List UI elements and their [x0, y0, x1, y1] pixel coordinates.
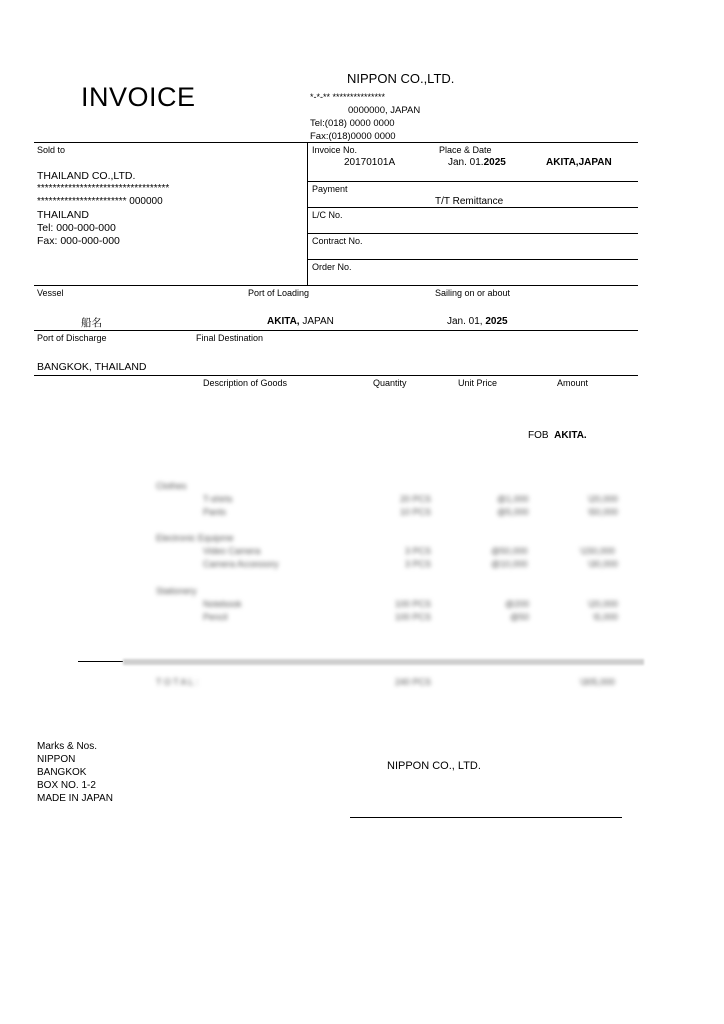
marks-line: BOX NO. 1-2: [37, 780, 96, 791]
signature-line: [350, 817, 622, 818]
trade-terms-prefix: FOB: [528, 430, 549, 441]
total-qty: 240 PCS: [395, 677, 432, 687]
port-of-loading-city: AKITA,: [267, 316, 300, 327]
item-amount: \50,000: [588, 507, 619, 517]
col-unit-price: Unit Price: [458, 378, 498, 388]
invoice-date-year: 2025: [483, 157, 506, 168]
seller-address-line2: 0000000, JAPAN: [348, 105, 421, 116]
vessel-label: Vessel: [37, 288, 64, 298]
divider: [307, 233, 638, 234]
marks-label: Marks & Nos.: [37, 741, 98, 752]
port-of-loading-country: JAPAN: [299, 316, 334, 327]
sold-to-address-line2: *********************** 000000: [37, 196, 163, 207]
trade-terms: [528, 430, 587, 441]
seller-address-line1: *-*-** ***************: [310, 92, 386, 102]
total-label: T O T A L :: [156, 677, 199, 687]
seller-fax: Fax:(018)0000 0000: [310, 131, 396, 142]
port-of-discharge-label: Port of Discharge: [37, 333, 107, 343]
invoice-title: INVOICE: [81, 82, 196, 112]
item-amount: \150,000: [580, 546, 616, 556]
col-amount: Amount: [557, 378, 589, 388]
divider: [34, 285, 638, 286]
item-category: Clothes: [156, 481, 187, 491]
divider: [34, 375, 638, 376]
item-price: @50: [510, 612, 530, 622]
invoice-no-label: Invoice No.: [312, 145, 358, 155]
place-date-label: Place & Date: [439, 145, 492, 155]
item-price: @1,000: [497, 494, 529, 504]
marks-line: MADE IN JAPAN: [37, 793, 113, 804]
invoice-no-value: 20170101A: [344, 157, 396, 168]
final-destination-label: Final Destination: [196, 333, 264, 343]
signature-company: NIPPON CO., LTD.: [387, 760, 481, 772]
total-amount: \305,000: [580, 677, 616, 687]
item-amount: \20,000: [588, 494, 619, 504]
trade-terms-port: AKITA.: [554, 430, 587, 441]
divider: [307, 207, 638, 208]
sold-to-address-line1: **********************************: [37, 183, 170, 194]
lc-no-label: L/C No.: [312, 210, 343, 220]
invoice-place: AKITA,JAPAN: [546, 157, 612, 168]
divider: [307, 259, 638, 260]
sailing-date: [447, 316, 508, 327]
invoice-date: [448, 157, 506, 168]
total-divider-shaded: [123, 659, 644, 665]
sold-to-fax: Fax: 000-000-000: [37, 235, 120, 247]
item-name: Video Camera: [203, 546, 261, 556]
seller-tel: Tel:(018) 0000 0000: [310, 118, 395, 129]
item-price: @10,000: [491, 559, 528, 569]
payment-label: Payment: [312, 184, 348, 194]
port-of-discharge-value: BANGKOK, THAILAND: [37, 361, 147, 373]
order-no-label: Order No.: [312, 262, 352, 272]
col-description: Description of Goods: [203, 378, 288, 388]
contract-no-label: Contract No.: [312, 236, 363, 246]
total-divider-solid: [78, 661, 123, 662]
item-category: Stationery: [156, 586, 197, 596]
item-name: Pants: [203, 507, 227, 517]
item-qty: 3 PCS: [405, 559, 432, 569]
item-name: Notebook: [203, 599, 242, 609]
item-name: Camera Accessory: [203, 559, 279, 569]
item-amount: \20,000: [588, 599, 619, 609]
item-qty: 3 PCS: [405, 546, 432, 556]
item-amount: \5,000: [593, 612, 619, 622]
port-of-loading-label: Port of Loading: [248, 288, 310, 298]
invoice-date-day: Jan. 01.: [448, 157, 484, 168]
divider: [34, 142, 638, 143]
marks-line: BANGKOK: [37, 767, 87, 778]
item-price: @5,000: [497, 507, 529, 517]
divider: [307, 181, 638, 182]
divider: [307, 142, 308, 285]
payment-value: T/T Remittance: [435, 196, 504, 207]
item-qty: 20 PCS: [400, 494, 432, 504]
item-name: T-shirts: [203, 494, 233, 504]
sailing-label: Sailing on or about: [435, 288, 511, 298]
sold-to-label: Sold to: [37, 145, 66, 155]
seller-name: NIPPON CO.,LTD.: [347, 71, 455, 86]
item-price: @200: [505, 599, 530, 609]
item-qty: 100 PCS: [395, 599, 432, 609]
item-amount: \30,000: [588, 559, 619, 569]
divider: [34, 330, 638, 331]
sailing-date-year: 2025: [485, 316, 508, 327]
item-price: @50,000: [491, 546, 528, 556]
marks-line: NIPPON: [37, 754, 76, 765]
sold-to-company: THAILAND CO.,LTD.: [37, 170, 136, 182]
port-of-loading-value: [267, 316, 334, 327]
item-name: Pencil: [203, 612, 228, 622]
item-qty: 10 PCS: [400, 507, 432, 517]
col-quantity: Quantity: [373, 378, 407, 388]
sailing-date-day: Jan. 01,: [447, 316, 483, 327]
sold-to-tel: Tel: 000-000-000: [37, 222, 116, 234]
vessel-value: 船名: [81, 317, 102, 329]
item-qty: 100 PCS: [395, 612, 432, 622]
item-category: Electronic Equipme: [156, 533, 234, 543]
sold-to-country: THAILAND: [37, 209, 89, 221]
